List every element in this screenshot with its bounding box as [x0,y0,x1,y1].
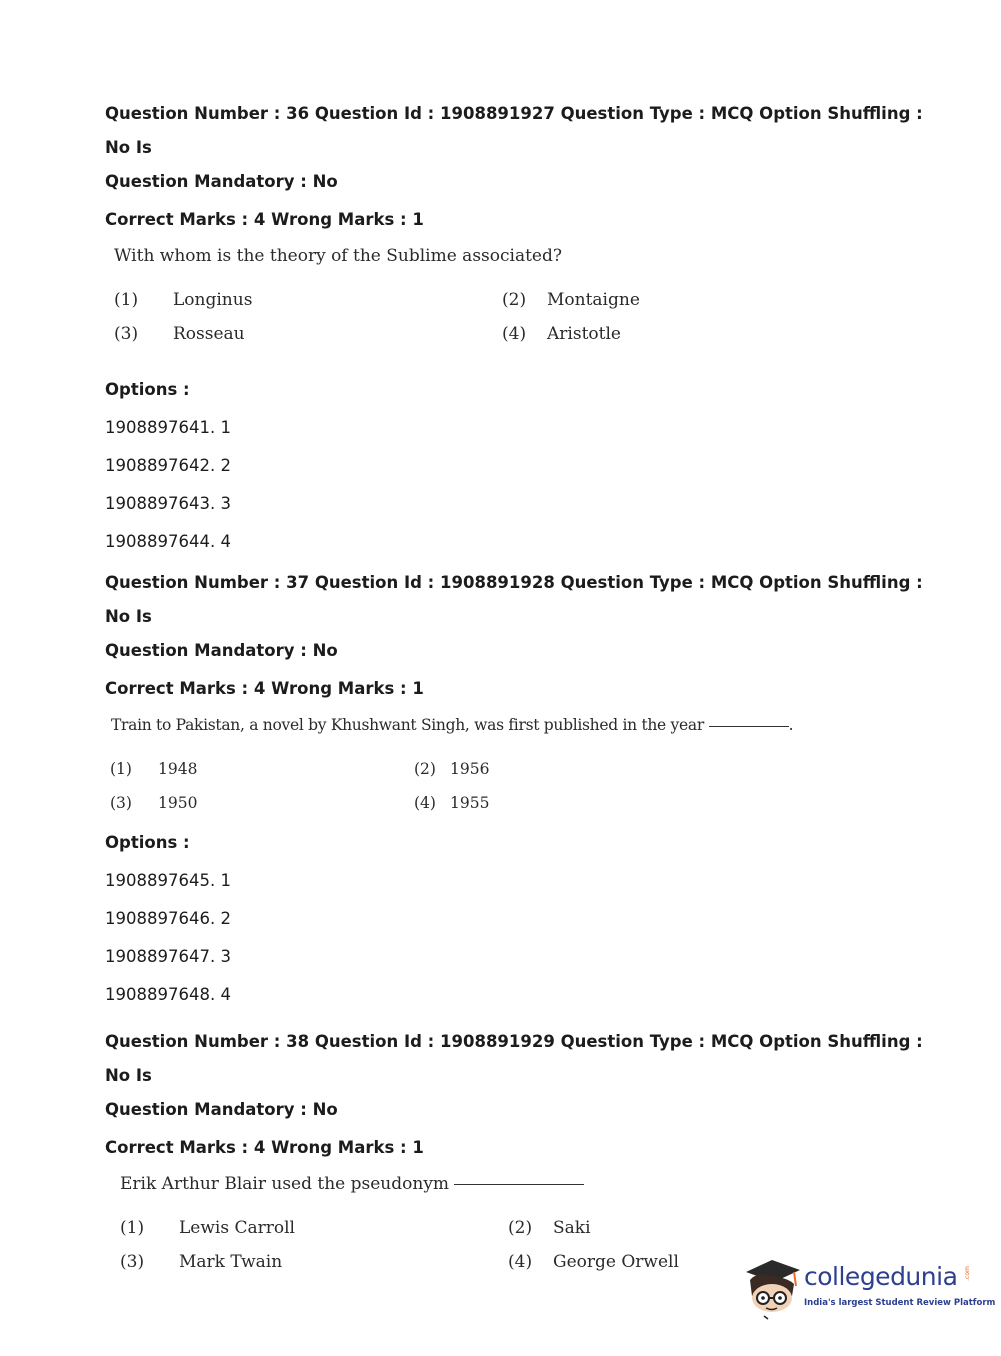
logo-wordmark: collegedunia [804,1262,958,1291]
choice-item [120,1252,508,1272]
choice-number: (2) [414,760,436,778]
option-id-line: 1908897643. 3 [105,494,231,513]
question-meta [105,97,925,199]
answer-choices [114,283,925,351]
choice-text: Montaigne [547,290,640,310]
choice-number: (3) [114,324,139,344]
question-meta-line: Question Number : 38 Question Id : 1908891929 Question Type : MCQ Option Shuffling : No Is [105,1032,923,1085]
question-stem-text: With whom is the theory of the Sublime associated? [114,246,562,266]
choice-row [114,317,925,351]
options-heading: Options : [105,380,190,399]
question-38 [105,1025,925,1279]
choice-item [114,290,502,310]
choice-number: (2) [502,290,527,310]
choice-item [502,290,640,310]
choice-item [414,760,489,778]
option-id-line: 1908897644. 4 [105,532,231,551]
option-id-line: 1908897646. 2 [105,909,231,928]
choice-number: (4) [508,1252,533,1272]
logo-com: .com [963,1266,971,1281]
choice-text: Longinus [173,290,253,310]
option-id-line: 1908897642. 2 [105,456,231,475]
logo-tagline: India's largest Student Review Platform [804,1298,996,1308]
choice-item [502,324,621,344]
choice-row [114,283,925,317]
choice-text: Mark Twain [179,1252,283,1272]
choice-row [110,786,925,820]
question-stem-text: Erik Arthur Blair used the pseudonym [120,1174,450,1194]
marks-line: Correct Marks : 4 Wrong Marks : 1 [105,1138,424,1157]
choice-item [114,324,502,344]
choice-number: (3) [110,794,132,812]
choice-item [120,1218,508,1238]
choice-text: Aristotle [547,324,621,344]
choice-item [110,794,414,812]
question-36 [105,97,925,561]
question-stem [120,1169,925,1199]
choice-text: 1950 [158,794,198,812]
choice-number: (1) [120,1218,145,1238]
choice-text: Saki [553,1218,591,1238]
question-stem [114,241,925,271]
choice-text: 1955 [450,794,490,812]
choice-row [110,752,925,786]
choice-number: (4) [414,794,436,812]
answer-choices [110,752,925,820]
question-mandatory-line: Question Mandatory : No [105,1100,338,1119]
option-id-line: 1908897647. 3 [105,947,231,966]
marks-line: Correct Marks : 4 Wrong Marks : 1 [105,210,424,229]
choice-text: 1956 [450,760,490,778]
choice-row [120,1211,925,1245]
options-heading: Options : [105,833,190,852]
choice-text: 1948 [158,760,198,778]
choice-item [414,794,489,812]
choice-text: Rosseau [173,324,245,344]
question-meta-line: Question Number : 36 Question Id : 1908891927 Question Type : MCQ Option Shuffling : No Is [105,104,923,157]
answer-blank [709,726,789,727]
choice-item [508,1252,679,1272]
option-id-line: 1908897648. 4 [105,985,231,1004]
question-mandatory-line: Question Mandatory : No [105,172,338,191]
choice-number: (3) [120,1252,145,1272]
choice-text: George Orwell [553,1252,679,1272]
question-meta [105,566,925,668]
question-meta [105,1025,925,1127]
choice-number: (1) [114,290,139,310]
question-mandatory-line: Question Mandatory : No [105,641,338,660]
choice-item [508,1218,591,1238]
choice-item [110,760,414,778]
question-37 [105,566,925,1014]
mascot-icon [742,1250,804,1320]
option-id-line: 1908897641. 1 [105,418,231,437]
choice-number: (1) [110,760,132,778]
choice-text: Lewis Carroll [179,1218,295,1238]
question-meta-line: Question Number : 37 Question Id : 1908891928 Question Type : MCQ Option Shuffling : No Is [105,573,923,626]
marks-line: Correct Marks : 4 Wrong Marks : 1 [105,679,424,698]
choice-number: (4) [502,324,527,344]
question-stem [111,710,925,740]
answer-blank [454,1184,584,1185]
question-stem-text: Train to Pakistan, a novel by Khushwant Singh, was first published in the year [111,716,704,734]
option-id-line: 1908897645. 1 [105,871,231,890]
stem-end: . [788,716,794,734]
choice-number: (2) [508,1218,533,1238]
collegedunia-logo[interactable] [742,1250,996,1320]
